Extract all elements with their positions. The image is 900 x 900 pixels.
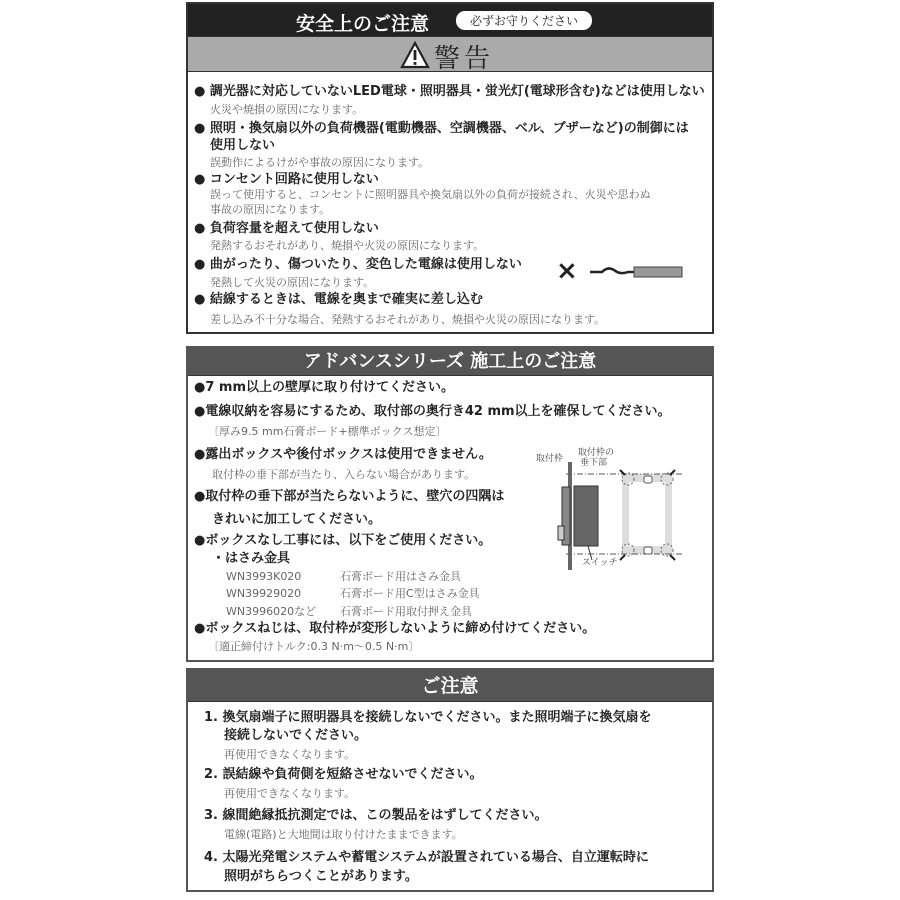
label-hang: 取付枠の <box>578 448 615 458</box>
item-sub: 誤って使用すると、コンセントに照明器具や換気扇以外の負荷が接続され、火災や思わぬ <box>210 188 651 201</box>
note-num: 3. <box>204 808 218 823</box>
install-line: ・はさみ金具 <box>212 551 291 566</box>
note-2 <box>204 767 483 783</box>
item-4: ● 負荷容量を超えて使用しない <box>194 221 379 236</box>
part-code: WN3996020など <box>226 605 317 618</box>
note-3 <box>204 808 548 824</box>
install-note: 〔厚み9.5 mm石膏ボード+標準ボックス想定〕 <box>208 425 447 438</box>
item-head: 負荷容量を超えて使用しない <box>209 221 379 236</box>
note-head-cont: 照明がちらつくことがあります。 <box>224 869 418 884</box>
warning-icon <box>400 41 430 69</box>
note-head: 線間絶縁抵抗測定では、この製品をはずしてください。 <box>222 808 548 823</box>
item-2: ● 照明・換気扇以外の負荷機器(電動機器、空調機器、ベル、ブザーなど)の制御には <box>194 121 689 136</box>
install-line: ●ボックスねじは、取付枠が変形しないように締め付けてください。 <box>194 621 596 636</box>
item-sub: 誤動作によるけがや事故の原因になります。 <box>210 156 430 169</box>
item-sub: 発熱して火災の原因になります。 <box>210 276 375 289</box>
item-5: ● 曲がったり、傷ついたり、変色した電線は使用しない <box>194 257 522 272</box>
note-num: 1. <box>204 710 218 725</box>
install-title: アドバンスシリーズ 施工上のご注意 <box>303 351 597 372</box>
item-3: ● コンセント回路に使用しない <box>194 172 379 187</box>
item-sub: 発熱するおそれがあり、焼損や火災の原因になります。 <box>210 239 485 252</box>
item-head: 照明・換気扇以外の負荷機器(電動機器、空調機器、ベル、ブザーなど)の制御には <box>209 121 689 136</box>
install-note: 取付枠の垂下部が当たり、入らない場合があります。 <box>212 468 476 481</box>
install-line: ●露出ボックスや後付ボックスは使用できません。 <box>194 447 492 462</box>
note-sub: 電線(電路)と大地間は取り付けたままできます。 <box>224 828 463 841</box>
label-switch: スイッチ <box>582 558 618 568</box>
install-line: ●7 mm以上の壁厚に取り付けてください。 <box>194 380 455 395</box>
item-sub: 事故の原因になります。 <box>210 203 331 216</box>
part-code: WN39929020 <box>226 587 302 600</box>
safety-header <box>188 4 712 36</box>
note-head-cont: 接続しないでください。 <box>224 728 368 743</box>
install-line: ●電線収納を容易にするため、取付部の奥行き42 mm以上を確保してください。 <box>194 404 671 419</box>
note-head: 換気扇端子に照明器具を接続しないでください。また照明端子に換気扇を <box>222 710 652 725</box>
item-sub: 差し込み不十分な場合、発熱するおそれがあり、焼損や火災の原因になります。 <box>210 313 606 326</box>
badge: 必ずお守りください <box>456 11 592 30</box>
warning-label: 警告 <box>434 44 495 74</box>
item-head: 調光器に対応していないLED電球・照明器具・蛍光灯(電球形含む)などは使用しない <box>209 84 705 99</box>
safety-panel <box>186 2 714 334</box>
part-code: WN3993K020 <box>226 570 302 583</box>
notes-title: ご注意 <box>421 675 479 697</box>
install-panel <box>186 346 714 662</box>
install-line: きれいに加工してください。 <box>212 512 382 527</box>
install-line: ●ボックスなし工事には、以下をご使用ください。 <box>194 533 492 548</box>
note-4 <box>204 850 649 866</box>
note-num: 2. <box>204 767 218 782</box>
item-head: 結線するときは、電線を奥まで確実に差し込む <box>209 292 483 307</box>
warning-band <box>188 36 712 72</box>
notes-panel <box>186 668 714 892</box>
note-1 <box>204 710 652 726</box>
note-sub: 再使用できなくなります。 <box>224 787 356 800</box>
note-sub: 再使用できなくなります。 <box>224 748 356 761</box>
damaged-wire-icon <box>588 262 688 282</box>
part-desc: 石膏ボード用C型はさみ金具 <box>340 587 480 600</box>
item-6: ● 結線するときは、電線を奥まで確実に差し込む <box>194 292 483 307</box>
item-head: コンセント回路に使用しない <box>209 172 379 187</box>
label-frame: 取付枠 <box>536 454 564 464</box>
part-desc: 石膏ボード用はさみ金具 <box>340 570 461 583</box>
note-head: 誤結線や負荷側を短絡させないでください。 <box>222 767 483 782</box>
safety-title: 安全上のご注意 <box>296 13 430 35</box>
item-head-cont: 使用しない <box>210 138 276 153</box>
note-num: 4. <box>204 850 218 865</box>
item-sub: 火災や焼損の原因になります。 <box>210 103 364 116</box>
label-hang: 垂下部 <box>580 458 608 468</box>
notes-header <box>188 670 712 702</box>
item-head: 曲がったり、傷ついたり、変色した電線は使用しない <box>209 257 522 272</box>
prohibited-x-icon: × <box>556 256 578 286</box>
install-line: ●取付枠の垂下部が当たらないように、壁穴の四隅は <box>194 489 505 504</box>
item-1: ● 調光器に対応していないLED電球・照明器具・蛍光灯(電球形含む)などは使用しない <box>194 84 705 99</box>
install-note: 〔適正締付けトルク:0.3 N·m～0.5 N·m〕 <box>208 640 420 653</box>
install-header <box>188 348 712 376</box>
note-head: 太陽光発電システムや蓄電システムが設置されている場合、自立運転時に <box>222 850 649 865</box>
part-desc: 石膏ボード用取付押え金具 <box>340 605 472 618</box>
